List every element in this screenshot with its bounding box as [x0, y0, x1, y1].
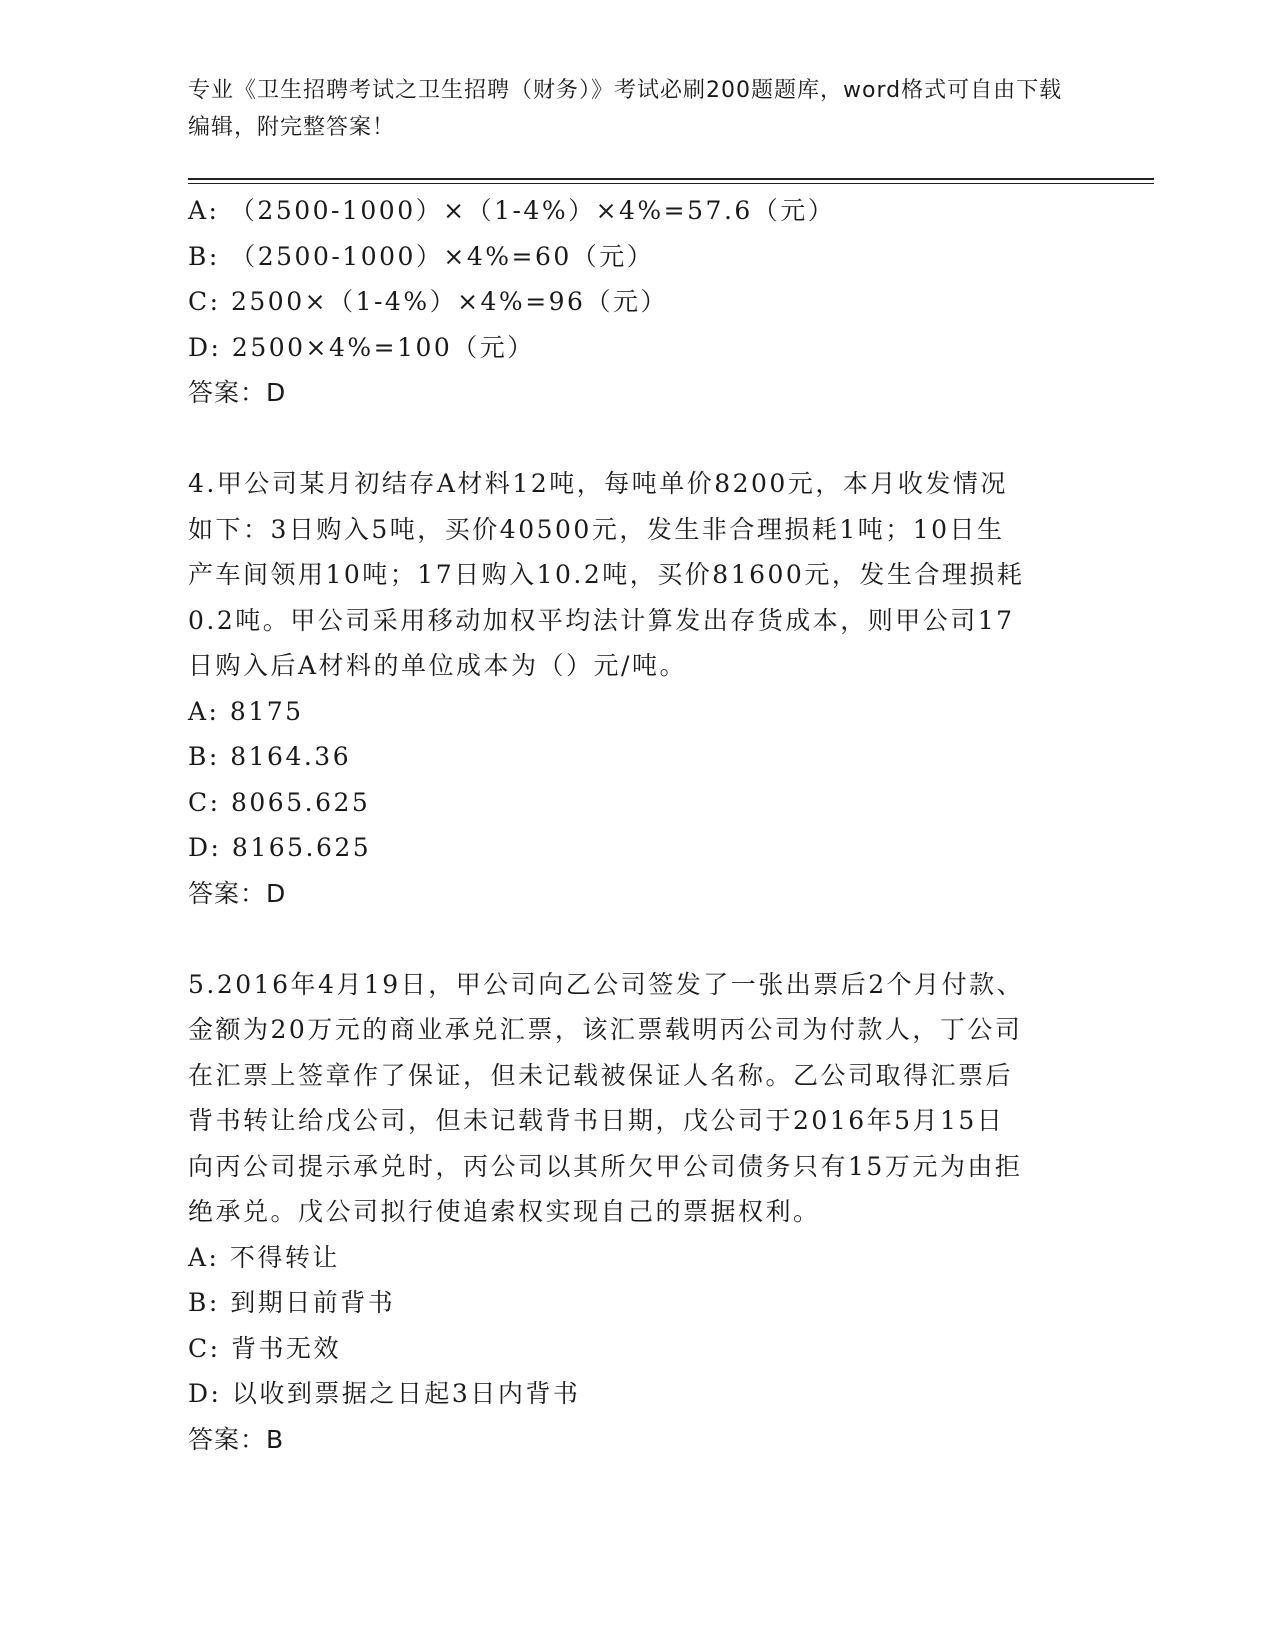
question-stem-line: 向丙公司提示承兑时，丙公司以其所欠甲公司债务只有15万元为由拒: [188, 1151, 1023, 1181]
question-stem-line: 产车间领用10吨；17日购入10.2吨，买价81600元，发生合理损耗: [188, 560, 1025, 589]
question-stem-line: 背书转让给戊公司，但未记载背书日期，戊公司于2016年5月15日: [188, 1106, 1005, 1135]
spacer: [188, 916, 1088, 962]
answer-label: 答案：B: [188, 1424, 285, 1454]
question-stem-line: 4.甲公司某月初结存A材料12吨，每吨单价8200元，本月收发情况: [188, 469, 1008, 498]
page-header: 专业《卫生招聘考试之卫生招聘（财务）》考试必刷200题题库，word格式可自由下载编辑，附完整答案！: [188, 78, 1063, 140]
question-stem-line: 绝承兑。戊公司拟行使追索权实现自己的票据权利。: [188, 1197, 821, 1226]
option-c: C: 8065.625: [188, 787, 371, 817]
question-stem-line: 在汇票上签章作了保证，但未记载被保证人名称。乙公司取得汇票后: [188, 1060, 1014, 1090]
option-b: B: 8164.36: [188, 742, 352, 771]
question-stem-line: 金额为20万元的商业承兑汇票，该汇票载明丙公司为付款人，丁公司: [188, 1015, 1023, 1044]
question-4-block: [188, 461, 1088, 916]
option-d: D: 2500×4%=100（元）: [188, 332, 535, 362]
question-stem-line: 0.2吨。甲公司采用移动加权平均法计算发出存货成本，则甲公司17: [188, 605, 1015, 635]
option-a: A: （2500-1000）×（1-4%）×4%=57.6（元）: [188, 196, 836, 225]
question-content: [188, 188, 1088, 1462]
answer-label: 答案：D: [188, 378, 287, 407]
option-b: B: 到期日前背书: [188, 1288, 396, 1317]
header-rule-thin: [188, 183, 1154, 184]
option-d: D: 8165.625: [188, 833, 372, 862]
spacer: [188, 416, 1088, 462]
answer-label: 答案：D: [188, 878, 287, 908]
question-5-block: [188, 962, 1088, 1463]
question-stem-line: 如下：3日购入5吨，买价40500元，发生非合理损耗1吨；10日生: [188, 514, 1005, 544]
header-rule-thick: [188, 178, 1154, 180]
question-3-block: [188, 188, 1088, 416]
option-d: D: 以收到票据之日起3日内背书: [188, 1379, 581, 1408]
question-stem-line: 日购入后A材料的单位成本为（）元/吨。: [188, 651, 687, 680]
question-stem-line: 5.2016年4月19日，甲公司向乙公司签发了一张出票后2个月付款、: [188, 969, 1025, 999]
option-c: C: 2500×（1-4%）×4%=96（元）: [188, 287, 668, 316]
option-a: A: 不得转让: [188, 1242, 340, 1272]
option-b: B: （2500-1000）×4%=60（元）: [188, 241, 655, 271]
option-c: C: 背书无效: [188, 1333, 341, 1363]
option-a: A: 8175: [188, 696, 304, 726]
